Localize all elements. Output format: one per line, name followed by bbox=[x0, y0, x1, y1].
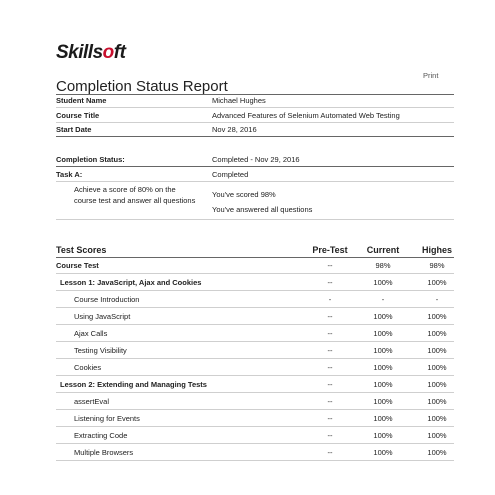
row-divider bbox=[56, 392, 454, 393]
current-header: Current bbox=[366, 245, 400, 255]
score-row-current: 100% bbox=[373, 397, 393, 406]
score-row-name: Lesson 2: Extending and Managing Tests bbox=[60, 380, 207, 389]
row-divider bbox=[56, 181, 454, 182]
score-row-current: 100% bbox=[373, 312, 393, 321]
score-row-highest: 100% bbox=[427, 397, 447, 406]
score-row-pretest: -- bbox=[327, 261, 333, 270]
score-row-current: 100% bbox=[373, 380, 393, 389]
completion-status-value: Completed - Nov 29, 2016 bbox=[212, 155, 300, 164]
score-row-highest: 100% bbox=[427, 380, 447, 389]
course-title-label: Course Title bbox=[56, 111, 100, 120]
score-row-name: Ajax Calls bbox=[74, 329, 108, 338]
row-divider bbox=[56, 136, 454, 137]
header-divider bbox=[56, 257, 454, 258]
pre-test-header: Pre-Test bbox=[312, 245, 348, 255]
row-divider bbox=[56, 290, 454, 291]
score-row-current: 100% bbox=[373, 448, 393, 457]
score-row-pretest: -- bbox=[327, 346, 333, 355]
score-row-pretest: -- bbox=[327, 397, 333, 406]
page-title: Completion Status Report bbox=[56, 78, 228, 95]
start-date-value: Nov 28, 2016 bbox=[212, 125, 257, 134]
score-row-name: assertEval bbox=[74, 397, 110, 406]
score-row-name: Listening for Events bbox=[74, 414, 140, 423]
score-row-pretest: -- bbox=[327, 363, 333, 372]
score-row-pretest: -- bbox=[327, 312, 333, 321]
score-row-pretest: -- bbox=[327, 448, 333, 457]
score-row-name: Cookies bbox=[74, 363, 102, 372]
score-row-current: 100% bbox=[373, 329, 393, 338]
score-row-highest: 100% bbox=[427, 278, 447, 287]
score-message: You've scored 98% bbox=[212, 190, 276, 199]
score-row-pretest: -- bbox=[327, 414, 333, 423]
score-row-current: 98% bbox=[375, 261, 391, 270]
score-row-current: 100% bbox=[373, 278, 393, 287]
score-row-name: Course Introduction bbox=[74, 295, 140, 304]
row-divider bbox=[56, 166, 454, 167]
row-divider bbox=[56, 122, 454, 123]
score-row-highest: 100% bbox=[427, 363, 447, 372]
logo-text-end: ft bbox=[113, 42, 126, 63]
student-name-value: Michael Hughes bbox=[212, 96, 266, 105]
score-row-highest: 100% bbox=[427, 431, 447, 440]
score-row-pretest: -- bbox=[327, 380, 333, 389]
row-divider bbox=[56, 443, 454, 444]
student-name-label: Student Name bbox=[56, 96, 107, 105]
row-divider bbox=[56, 375, 454, 376]
score-row-name: Testing Visibility bbox=[74, 346, 127, 355]
score-row-current: 100% bbox=[373, 346, 393, 355]
skillsoft-logo bbox=[56, 42, 125, 64]
score-row-current: 100% bbox=[373, 363, 393, 372]
score-row-highest: 98% bbox=[429, 261, 445, 270]
title-divider bbox=[56, 94, 454, 95]
logo-text-main: Skills bbox=[56, 42, 103, 63]
score-row-current: - bbox=[381, 295, 385, 304]
test-scores-header: Test Scores bbox=[56, 245, 107, 255]
completion-status-label: Completion Status: bbox=[56, 155, 125, 164]
row-divider bbox=[56, 324, 454, 325]
row-divider bbox=[56, 358, 454, 359]
score-row-current: 100% bbox=[373, 414, 393, 423]
task-description: Achieve a score of 80% on the course test and answer all questions bbox=[74, 185, 196, 205]
answered-message: You've answered all questions bbox=[212, 205, 313, 214]
highest-header: Highes bbox=[421, 245, 452, 255]
score-row-current: 100% bbox=[373, 431, 393, 440]
course-title-value: Advanced Features of Selenium Automated Web Testing bbox=[212, 111, 400, 120]
score-row-name: Using JavaScript bbox=[74, 312, 131, 321]
score-row-pretest: - bbox=[328, 295, 332, 304]
score-row-pretest: -- bbox=[327, 278, 333, 287]
task-label: Task A: bbox=[56, 170, 83, 179]
row-divider bbox=[56, 307, 454, 308]
row-divider bbox=[56, 409, 454, 410]
row-divider bbox=[56, 460, 454, 461]
row-divider bbox=[56, 219, 454, 220]
score-row-name: Lesson 1: JavaScript, Ajax and Cookies bbox=[60, 278, 202, 287]
logo-text-accent: o bbox=[102, 42, 114, 63]
row-divider bbox=[56, 341, 454, 342]
task-value: Completed bbox=[212, 170, 249, 179]
score-row-highest: - bbox=[435, 295, 439, 304]
start-date-label: Start Date bbox=[56, 125, 92, 134]
score-row-highest: 100% bbox=[427, 312, 447, 321]
score-row-highest: 100% bbox=[427, 329, 447, 338]
row-divider bbox=[56, 273, 454, 274]
row-divider bbox=[56, 426, 454, 427]
row-divider bbox=[56, 107, 454, 108]
score-row-highest: 100% bbox=[427, 448, 447, 457]
score-row-name: Extracting Code bbox=[74, 431, 128, 440]
score-row-highest: 100% bbox=[427, 346, 447, 355]
score-row-name: Multiple Browsers bbox=[74, 448, 134, 457]
score-row-pretest: -- bbox=[327, 329, 333, 338]
score-row-pretest: -- bbox=[327, 431, 333, 440]
print-link[interactable]: Print bbox=[423, 71, 439, 80]
score-row-name: Course Test bbox=[56, 261, 99, 270]
score-row-highest: 100% bbox=[427, 414, 447, 423]
